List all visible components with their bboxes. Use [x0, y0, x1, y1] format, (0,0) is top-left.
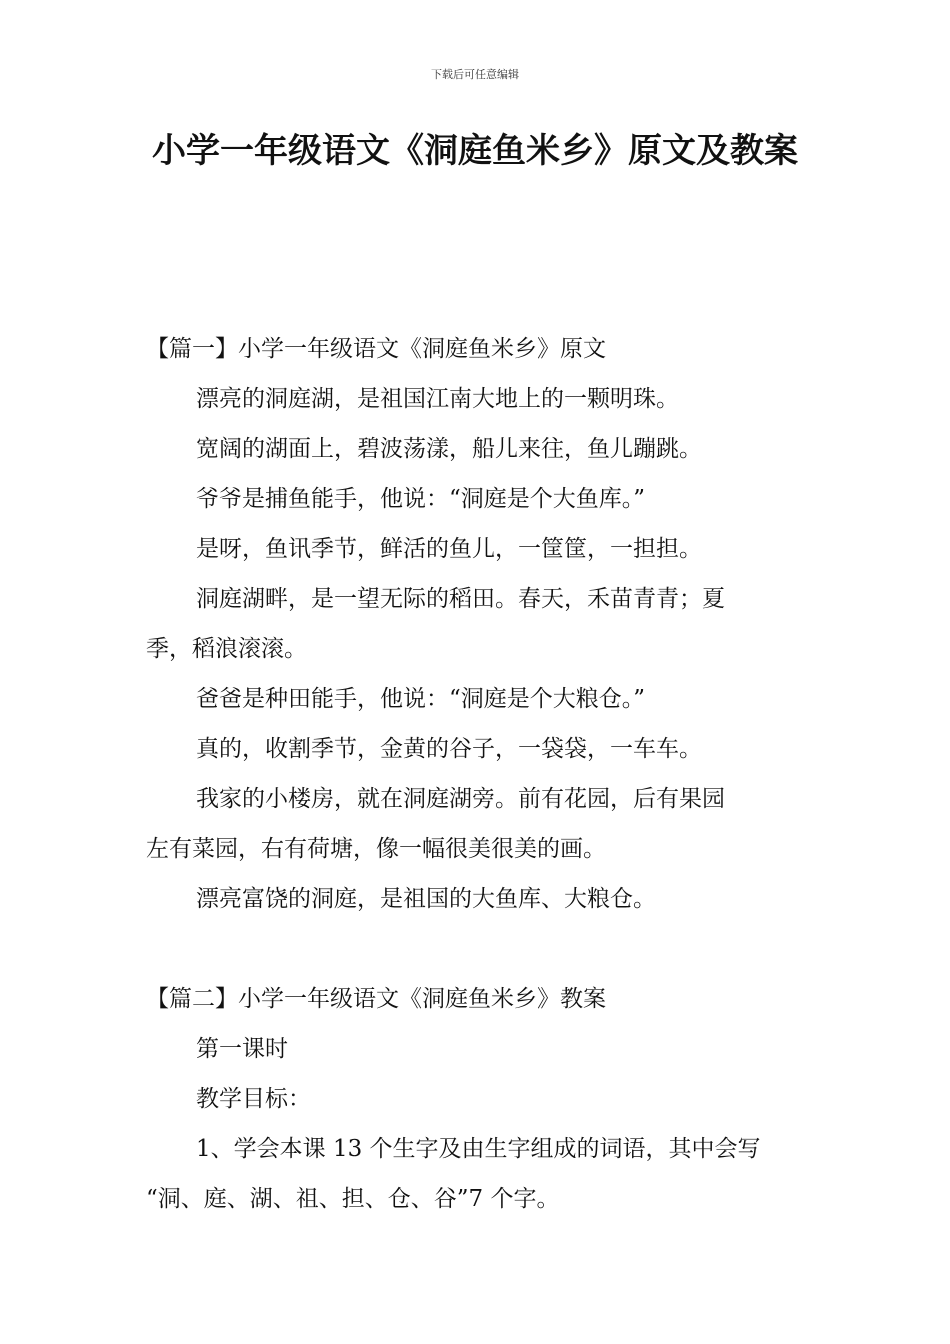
section-heading: 【篇一】小学一年级语文《洞庭鱼米乡》原文	[146, 336, 606, 362]
paragraph-line: 我家的小楼房，就在洞庭湖旁。前有花园，后有果园	[196, 786, 725, 812]
paragraph-line: “洞、庭、湖、祖、担、仓、谷”7 个字。	[146, 1186, 560, 1212]
document-body	[146, 324, 806, 1224]
paragraph-line: 是呀，鱼讯季节，鲜活的鱼儿，一筐筐，一担担。	[196, 536, 702, 562]
paragraph-line: 第一课时	[196, 1036, 288, 1062]
paragraph-line: 漂亮的洞庭湖，是祖国江南大地上的一颗明珠。	[196, 386, 679, 412]
paragraph-line: 洞庭湖畔，是一望无际的稻田。春天，禾苗青青；夏	[196, 586, 725, 612]
paragraph-line: 宽阔的湖面上，碧波荡漾，船儿来往，鱼儿蹦跳。	[196, 436, 702, 462]
document-title: 小学一年级语文《洞庭鱼米乡》原文及教案	[152, 131, 798, 171]
section-spacer	[146, 924, 806, 974]
header-note: 下载后可任意编辑	[431, 68, 519, 81]
paragraph-line: 爸爸是种田能手，他说：“洞庭是个大粮仓。”	[196, 686, 646, 712]
paragraph-line: 漂亮富饶的洞庭，是祖国的大鱼库、大粮仓。	[196, 886, 656, 912]
paragraph-line: 爷爷是捕鱼能手，他说：“洞庭是个大鱼库。”	[196, 486, 646, 512]
paragraph-line: 教学目标：	[196, 1086, 311, 1112]
paragraph-line: 季，稻浪滚滚。	[146, 636, 307, 662]
paragraph-line: 左有菜园，右有荷塘，像一幅很美很美的画。	[146, 836, 606, 862]
paragraph-line: 真的，收割季节，金黄的谷子，一袋袋，一车车。	[196, 736, 702, 762]
paragraph-line: 1、学会本课 13 个生字及由生字组成的词语，其中会写	[196, 1136, 761, 1162]
section-heading: 【篇二】小学一年级语文《洞庭鱼米乡》教案	[146, 986, 606, 1012]
